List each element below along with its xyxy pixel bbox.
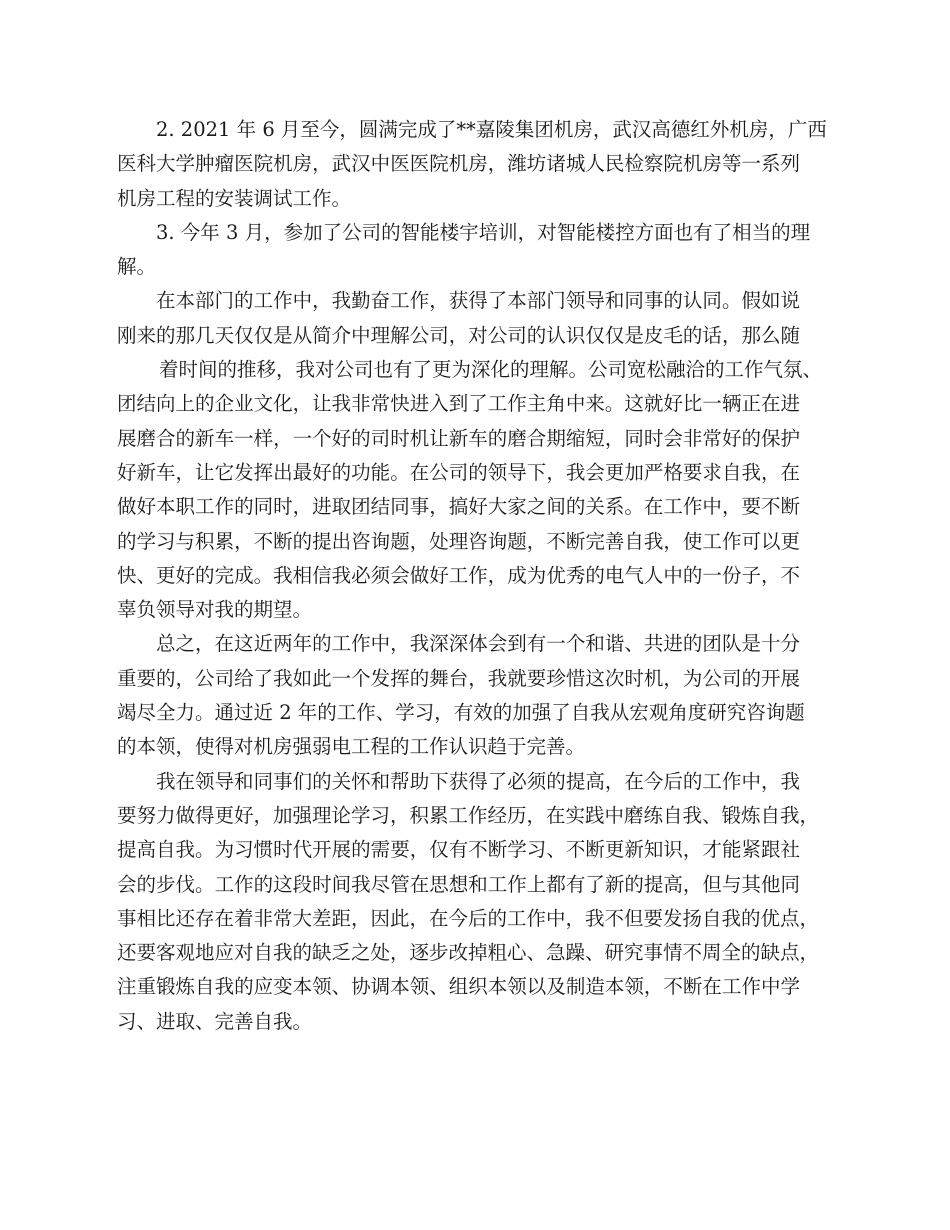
paragraph-line: 提高自我。为习惯时代开展的需要，仅有不断学习、不断更新知识，才能紧跟社 <box>117 838 800 862</box>
paragraph-line: 快、更好的完成。我相信我必须会做好工作，成为优秀的电气人中的一份子，不 <box>117 563 800 587</box>
paragraph-line: 机房工程的安装调试工作。 <box>117 186 352 210</box>
paragraph-line: 总之，在这近两年的工作中，我深深体会到有一个和谐、共进的团队是十分 <box>156 632 800 656</box>
paragraph-line: 医科大学肿瘤医院机房，武汉中医医院机房，潍坊诸城人民检察院机房等一系列 <box>117 152 800 176</box>
paragraph-line: 要努力做得更好，加强理论学习，积累工作经历，在实践中磨练自我、锻炼自我， <box>117 803 820 827</box>
paragraph-line: 团结向上的企业文化，让我非常快进入到了工作主角中来。这就好比一辆正在进 <box>117 392 800 416</box>
paragraph-line: 解。 <box>117 255 157 279</box>
paragraph-line: 事相比还存在着非常大差距，因此，在今后的工作中，我不但要发扬自我的优点， <box>117 906 820 930</box>
paragraph-line: 辜负领导对我的期望。 <box>117 598 313 622</box>
paragraph-line: 展磨合的新车一样，一个好的司时机让新车的磨合期缩短，同时会非常好的保护 <box>117 426 800 450</box>
document-body <box>117 113 827 1039</box>
paragraph-line: 好新车，让它发挥出最好的功能。在公司的领导下，我会更加严格要求自我，在 <box>117 460 800 484</box>
paragraph-line: 习、进取、完善自我。 <box>117 1009 313 1033</box>
paragraph-line: 的学习与积累，不断的提出咨询题，处理咨询题，不断完善自我，使工作可以更 <box>117 529 800 553</box>
paragraph-line: 重要的，公司给了我如此一个发挥的舞台，我就要珍惜这次时机，为公司的开展 <box>117 666 800 690</box>
paragraph-line: 注重锻炼自我的应变本领、协调本领、组织本领以及制造本领，不断在工作中学 <box>117 975 800 999</box>
paragraph-line: 竭尽全力。通过近 2 年的工作、学习，有效的加强了自我从宏观角度研究咨询题 <box>117 701 805 725</box>
paragraph-line: 还要客观地应对自我的缺乏之处，逐步改掉粗心、急躁、研究事情不周全的缺点， <box>117 941 820 965</box>
paragraph-line: 刚来的那几天仅仅是从简介中理解公司，对公司的认识仅仅是皮毛的话，那么随 <box>117 323 800 347</box>
paragraph-line: 做好本职工作的同时，进取团结同事，搞好大家之间的关系。在工作中，要不断 <box>117 495 800 519</box>
paragraph-line: 的本领，使得对机房强弱电工程的工作认识趋于完善。 <box>117 735 586 759</box>
paragraph-line: 3. 今年 3 月，参加了公司的智能楼宇培训，对智能楼控方面也有了相当的理 <box>156 220 811 244</box>
paragraph-line: 2. 2021 年 6 月至今，圆满完成了**嘉陵集团机房，武汉高德红外机房，广西 <box>156 118 827 141</box>
paragraph-line: 着时间的推移，我对公司也有了更为深化的理解。公司宽松融洽的工作气氛、 <box>159 358 823 382</box>
paragraph-line: 会的步伐。工作的这段时间我尽管在思想和工作上都有了新的提高，但与其他同 <box>117 872 800 896</box>
paragraph-line: 在本部门的工作中，我勤奋工作，获得了本部门领导和同事的认同。假如说 <box>156 289 800 313</box>
paragraph-line: 我在领导和同事们的关怀和帮助下获得了必须的提高，在今后的工作中，我 <box>156 769 800 793</box>
